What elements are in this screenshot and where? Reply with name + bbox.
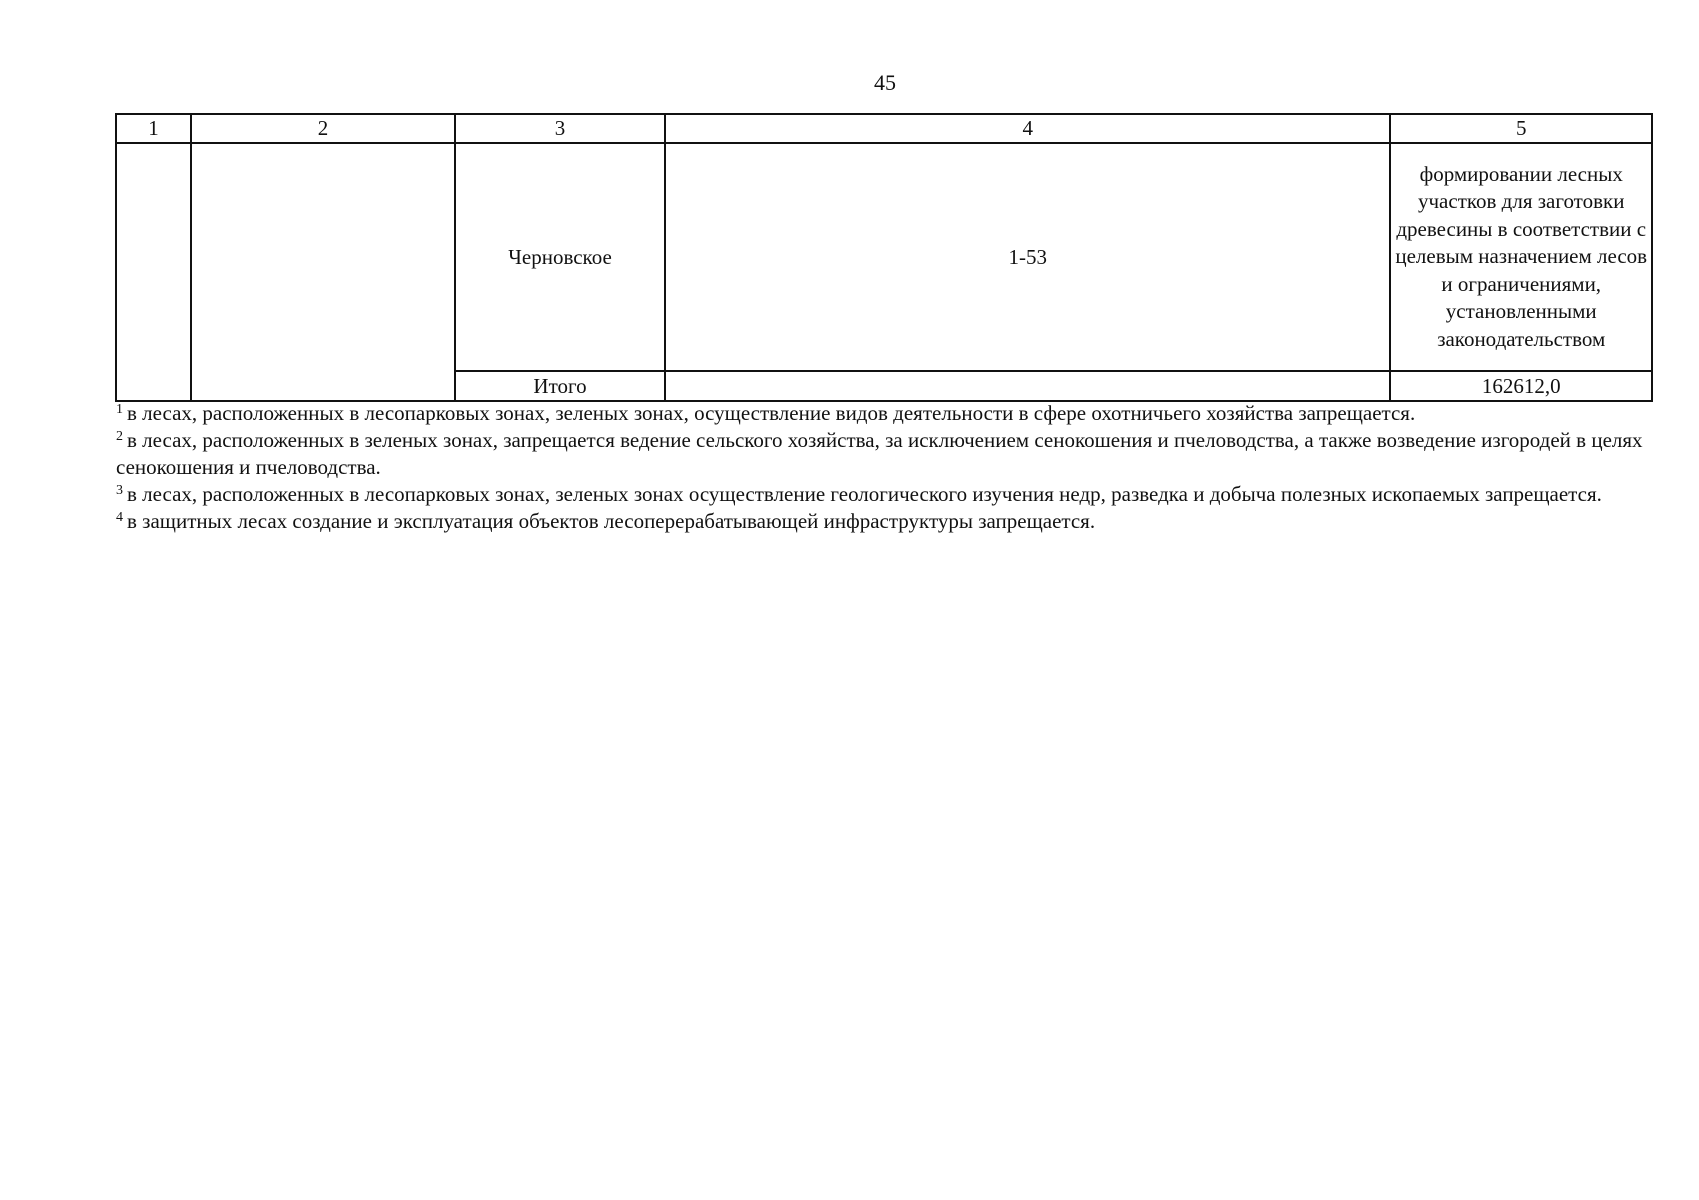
footnote-3 — [116, 481, 1656, 508]
footnote-marker: 3 — [116, 483, 123, 498]
footnote-marker: 1 — [116, 402, 123, 417]
district-cell — [191, 143, 455, 401]
footnote-marker: 4 — [116, 510, 123, 525]
footnote-marker: 2 — [116, 429, 123, 444]
table-header-row — [116, 114, 1652, 143]
quarters-cell: 1-53 — [665, 143, 1390, 371]
total-quarters-cell — [665, 371, 1390, 401]
forestry-cell: Черновское — [455, 143, 665, 371]
total-label: Итого — [455, 371, 665, 401]
notes-cell — [1390, 143, 1652, 371]
header-cell-2: 2 — [191, 114, 455, 143]
header-cell-1: 1 — [116, 114, 191, 143]
footnote-text: в лесах, расположенных в лесопарковых зонах, зеленых зонах, осуществление видов деятельности в сфере охотничьего хозяйства запрещается. — [127, 401, 1416, 425]
page-number: 45 — [874, 70, 896, 95]
forest-table — [115, 113, 1653, 402]
notes-text: формировании лесных участков для заготовки древесины в соответствии с целевым назначением лесов и ограничениями, установленными законодательством — [1395, 161, 1648, 351]
footnote-text: в лесах, расположенных в зеленых зонах, запрещается ведение сельского хозяйства, за исключением сенокошения и пчеловодства, а также возведение изгородей в целях сенокошения и пчеловодства. — [116, 428, 1643, 479]
header-cell-5: 5 — [1390, 114, 1652, 143]
row-number-cell — [116, 143, 191, 401]
footnote-1 — [116, 400, 1656, 427]
footnote-text: в защитных лесах создание и эксплуатация объектов лесоперерабатывающей инфраструктуры запрещается. — [127, 509, 1096, 533]
footnote-text: в лесах, расположенных в лесопарковых зонах, зеленых зонах осуществление геологического изучения недр, разведка и добыча полезных ископаемых запрещается. — [127, 482, 1602, 506]
footnote-4 — [116, 508, 1656, 535]
table-row — [116, 143, 1652, 371]
total-value: 162612,0 — [1390, 371, 1652, 401]
footnotes — [116, 400, 1656, 535]
footnote-2 — [116, 427, 1656, 481]
header-cell-4: 4 — [665, 114, 1390, 143]
header-cell-3: 3 — [455, 114, 665, 143]
